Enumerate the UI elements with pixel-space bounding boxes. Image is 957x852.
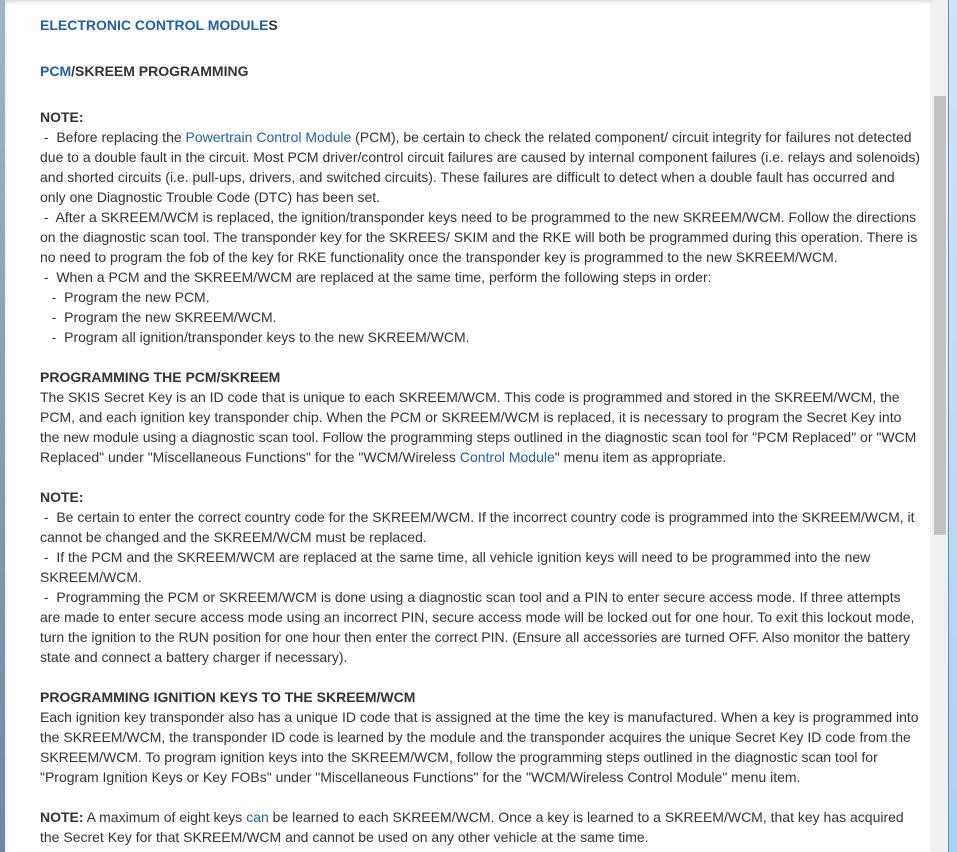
sec2-text: Each ignition key transponder also has a unique ID code that is assigned at the time the key is manufactured. When a key is programmed into the SKREEM/WCM, the transponder ID code is learned by the module and the transponder acquires the unique Secret Key ID code from the SKREEM/WCM. To program ignition keys into the SKREEM/WCM, follow the programming steps outlined in the diagnostic scan tool for "Program Ignition Keys or Key FOBs" under "Miscellaneous Functions" for the "WCM/Wireless Control Module" menu item. <box>40 709 919 785</box>
note3-label: NOTE: <box>40 809 84 825</box>
scrollbar-thumb[interactable] <box>934 96 946 535</box>
window-edge-right <box>948 0 957 852</box>
note1-heading: NOTE: <box>40 109 84 125</box>
document-panel <box>5 0 932 852</box>
text: The SKIS Secret Key is an ID code that is unique to each SKREEM/WCM. This code is programmed and stored in the SKREEM/WCM, the PCM, and each ignition key transponder chip. When the PCM or SKREEM/WCM is replaced, it is necessary to program the Secret Key into the new module using a diagnostic scan tool. Follow the programming steps outlined in the diagnostic scan tool for "PCM Replaced" or "WCM Replaced" under "Miscellaneous Functions" for the "WCM/Wireless <box>40 389 917 465</box>
can-link[interactable]: can <box>246 809 269 825</box>
text: - Before replacing the <box>40 129 186 145</box>
text: be learned to each SKREEM/WCM. Once a key is learned to a SKREEM/WCM, that key has acquired the Secret Key for that SKREEM/WCM and cannot be used on any other vehicle at the same time. <box>40 809 904 845</box>
vertical-scrollbar[interactable] <box>932 0 948 852</box>
sec2-heading: PROGRAMMING IGNITION KEYS TO THE SKREEM/WCM <box>40 689 416 705</box>
document-content <box>40 15 922 847</box>
note2-heading: NOTE: <box>40 489 84 505</box>
doc-subtitle <box>40 61 922 81</box>
pcm-link[interactable]: PCM <box>40 63 72 79</box>
title-rest: S <box>268 17 278 33</box>
step-item: - Program the new SKREEM/WCM. <box>40 309 277 325</box>
doc-title <box>40 15 922 35</box>
note2-item: - Be certain to enter the correct country code for the SKREEM/WCM. If the incorrect country code is programmed into the SKREEM/WCM, it cannot be changed and the SKREEM/WCM must be replaced. <box>40 509 919 545</box>
step-item: - Program all ignition/transponder keys to the new SKREEM/WCM. <box>40 329 470 345</box>
sec1-heading: PROGRAMMING THE PCM/SKREEM <box>40 369 281 385</box>
note2-item: - If the PCM and the SKREEM/WCM are replaced at the same time, all vehicle ignition keys will need to be programmed into the new SKREEM/WCM. <box>40 549 875 585</box>
control-module-link[interactable]: Control Module <box>459 449 555 465</box>
note1-item: - When a PCM and the SKREEM/WCM are replaced at the same time, perform the following steps in order: <box>40 269 712 285</box>
note1-item: - After a SKREEM/WCM is replaced, the ignition/transponder keys need to be programmed to the new SKREEM/WCM. Follow the directions on the diagnostic scan tool. The transponder key for the SKREES/ SKIM and the RKE will both be programmed during this operation. There is no need to program the fob of the key for RKE functionality once the transponder key is programmed to the new SKREEM/WCM. <box>40 209 922 265</box>
subtitle-rest: /SKREEM PROGRAMMING <box>71 63 249 79</box>
sec1-text <box>40 387 922 467</box>
step-item: - Program the new PCM. <box>40 289 210 305</box>
note1-item <box>40 127 922 207</box>
text: A maximum of eight keys <box>83 809 247 825</box>
title-link[interactable]: ELECTRONIC CONTROL MODULE <box>40 17 269 33</box>
note2-item: - Programming the PCM or SKREEM/WCM is done using a diagnostic scan tool and a PIN to enter secure access mode. If three attempts are made to enter secure access mode using an incorrect PIN, secure access mode will be locked out for one hour. To exit this lockout mode, turn the ignition to the RUN position for one hour then enter the correct PIN. (Ensure all accessories are turned OFF. Also monitor the battery state and connect a battery charger if necessary). <box>40 589 919 665</box>
text: (PCM), be certain to check the related component/ circuit integrity for failures not detected due to a double fault in the circuit. Most PCM driver/control circuit failures are caused by internal component failures (i.e. relays and solenoids) and shorted circuits (i.e. pull-ups, drivers, and switched circuits). These failures are difficult to detect when a double fault has occurred and only one Diagnostic Trouble Code (DTC) has been set. <box>40 129 921 205</box>
powertrain-control-module-link[interactable]: Powertrain Control Module <box>185 129 352 145</box>
note3 <box>40 807 922 847</box>
text: " menu item as appropriate. <box>554 449 727 465</box>
